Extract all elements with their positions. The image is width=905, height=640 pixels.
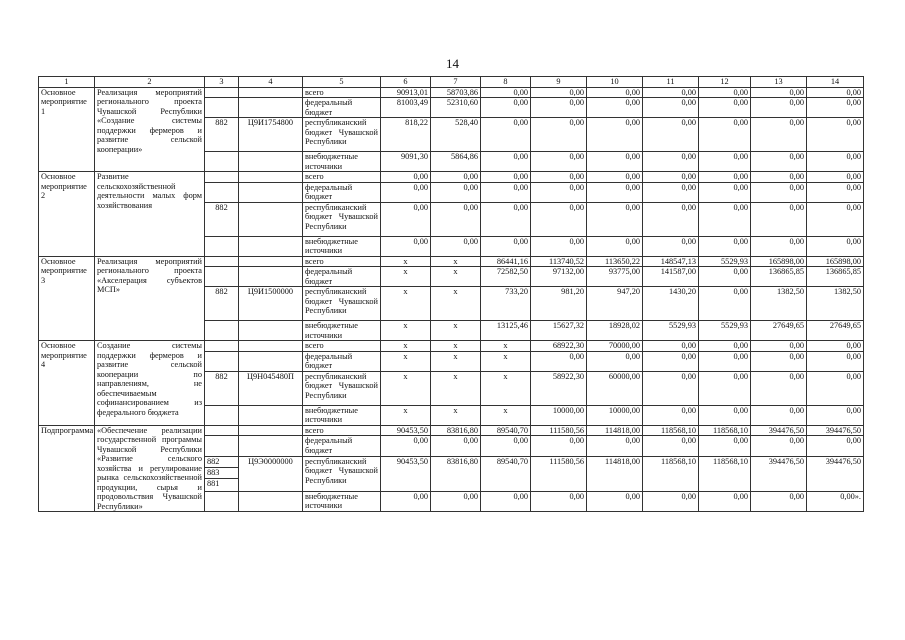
grbs-code: [205, 491, 239, 512]
column-header-13: 13: [751, 77, 807, 88]
value-cell: 60000,00: [587, 371, 643, 405]
value-cell: 0,00: [807, 98, 864, 118]
funding-source: республиканский бюджет Чувашской Республики: [303, 202, 381, 236]
value-cell: 58922,30: [531, 371, 587, 405]
value-cell: 70000,00: [587, 341, 643, 352]
funding-source: федеральный бюджет: [303, 267, 381, 287]
column-header-9: 9: [531, 77, 587, 88]
value-cell: 0,00: [531, 202, 587, 236]
value-cell: 0,00: [587, 182, 643, 202]
value-cell: 0,00: [587, 152, 643, 172]
funding-source: республиканский бюджет Чувашской Республики: [303, 456, 381, 491]
value-cell: x: [381, 287, 431, 321]
value-cell: 0,00: [481, 436, 531, 456]
column-header-1: 1: [39, 77, 95, 88]
value-cell: 0,00: [587, 202, 643, 236]
value-cell: x: [431, 321, 481, 341]
column-header-6: 6: [381, 77, 431, 88]
funding-source: внебюджетные источники: [303, 405, 381, 425]
value-cell: 0,00: [807, 236, 864, 256]
value-cell: x: [381, 267, 431, 287]
value-cell: x: [381, 371, 431, 405]
value-cell: 0,00: [643, 405, 699, 425]
value-cell: 93775,00: [587, 267, 643, 287]
funding-source: федеральный бюджет: [303, 182, 381, 202]
value-cell: 0,00: [531, 491, 587, 512]
value-cell: 114818,00: [587, 425, 643, 436]
value-cell: 0,00: [381, 491, 431, 512]
grbs-code: [205, 236, 239, 256]
value-cell: 947,20: [587, 287, 643, 321]
measure-description: Реализация мероприятий регионального проекта «Акселерация субъектов МСП»: [95, 256, 205, 341]
measure-description: «Обеспечение реализации государственной программы Чувашской Республики «Развитие сельского хозяйства и регулирование рынка сельскохозяйственной продукции, сырья и продовольствия Чувашской Республики»: [95, 425, 205, 512]
funding-source: федеральный бюджет: [303, 436, 381, 456]
value-cell: 0,00: [751, 98, 807, 118]
value-cell: 0,00: [807, 341, 864, 352]
funding-source: всего: [303, 425, 381, 436]
value-cell: 0,00: [699, 98, 751, 118]
value-cell: 9091,30: [381, 152, 431, 172]
value-cell: 165898,00: [807, 256, 864, 267]
grbs-code: [205, 98, 239, 118]
value-cell: 0,00: [481, 182, 531, 202]
value-cell: 0,00: [531, 182, 587, 202]
table-row: [39, 87, 864, 98]
value-cell: 114818,00: [587, 456, 643, 491]
value-cell: 111580,56: [531, 425, 587, 436]
funding-source: республиканский бюджет Чувашской Республики: [303, 371, 381, 405]
value-cell: 0,00: [751, 152, 807, 172]
funding-source: республиканский бюджет Чувашской Республики: [303, 118, 381, 152]
value-cell: 0,00: [587, 98, 643, 118]
value-cell: 528,40: [431, 118, 481, 152]
value-cell: x: [431, 341, 481, 352]
grbs-code: [205, 321, 239, 341]
value-cell: 0,00: [699, 87, 751, 98]
value-cell: 27649,65: [751, 321, 807, 341]
grbs-code: [205, 172, 239, 183]
value-cell: 90453,50: [381, 456, 431, 491]
column-header-10: 10: [587, 77, 643, 88]
value-cell: 0,00: [751, 182, 807, 202]
measure-description: Реализация мероприятий регионального проекта Чувашской Республики «Создание системы поддержки фермеров и развитие сельской кооперации»: [95, 87, 205, 172]
value-cell: 136865,85: [807, 267, 864, 287]
value-cell: 113740,52: [531, 256, 587, 267]
value-cell: 1382,50: [807, 287, 864, 321]
grbs-code: [205, 256, 239, 267]
value-cell: 1382,50: [751, 287, 807, 321]
value-cell: 0,00: [699, 202, 751, 236]
value-cell: 52310,60: [431, 98, 481, 118]
value-cell: 0,00: [699, 267, 751, 287]
grbs-code-item: 883: [205, 468, 238, 479]
value-cell: 0,00: [587, 491, 643, 512]
value-cell: 113650,22: [587, 256, 643, 267]
value-cell: 0,00: [807, 172, 864, 183]
value-cell: 0,00: [431, 172, 481, 183]
value-cell: 0,00: [431, 182, 481, 202]
value-cell: 0,00».: [807, 491, 864, 512]
budget-classification-code: [239, 182, 303, 202]
column-header-12: 12: [699, 77, 751, 88]
value-cell: x: [431, 371, 481, 405]
value-cell: 0,00: [481, 152, 531, 172]
value-cell: x: [381, 405, 431, 425]
table-row: [39, 172, 864, 183]
value-cell: 0,00: [699, 371, 751, 405]
value-cell: 0,00: [643, 351, 699, 371]
value-cell: 0,00: [751, 202, 807, 236]
value-cell: 0,00: [751, 436, 807, 456]
grbs-code: [205, 87, 239, 98]
budget-classification-code: [239, 256, 303, 267]
value-cell: 0,00: [531, 152, 587, 172]
budget-classification-code: [239, 425, 303, 436]
value-cell: 5529,93: [699, 256, 751, 267]
column-header-8: 8: [481, 77, 531, 88]
value-cell: 0,00: [587, 118, 643, 152]
column-header-2: 2: [95, 77, 205, 88]
value-cell: 90913,01: [381, 87, 431, 98]
grbs-code: [205, 182, 239, 202]
value-cell: 18928,02: [587, 321, 643, 341]
value-cell: 0,00: [807, 351, 864, 371]
budget-classification-code: [239, 321, 303, 341]
value-cell: 111580,56: [531, 456, 587, 491]
value-cell: 0,00: [531, 236, 587, 256]
value-cell: 0,00: [643, 172, 699, 183]
value-cell: x: [431, 351, 481, 371]
funding-source: внебюджетные источники: [303, 321, 381, 341]
value-cell: 10000,00: [587, 405, 643, 425]
value-cell: 0,00: [481, 118, 531, 152]
budget-classification-code: Ц9Н045480П: [239, 371, 303, 405]
value-cell: 0,00: [587, 172, 643, 183]
budget-classification-code: [239, 172, 303, 183]
value-cell: x: [431, 267, 481, 287]
value-cell: 5529,93: [643, 321, 699, 341]
value-cell: 148547,13: [643, 256, 699, 267]
value-cell: 0,00: [643, 202, 699, 236]
value-cell: 0,00: [643, 436, 699, 456]
budget-classification-code: [239, 351, 303, 371]
value-cell: 86441,16: [481, 256, 531, 267]
grbs-code: [205, 341, 239, 352]
grbs-code: [205, 267, 239, 287]
value-cell: 0,00: [751, 172, 807, 183]
value-cell: 0,00: [531, 118, 587, 152]
value-cell: 0,00: [751, 371, 807, 405]
budget-table: [38, 76, 864, 512]
measure-description: Развитие сельскохозяйственной деятельности малых форм хозяйствования: [95, 172, 205, 257]
funding-source: федеральный бюджет: [303, 351, 381, 371]
value-cell: 0,00: [699, 436, 751, 456]
value-cell: 118568,10: [699, 456, 751, 491]
value-cell: 15627,32: [531, 321, 587, 341]
grbs-code: [205, 152, 239, 172]
value-cell: x: [431, 287, 481, 321]
value-cell: 0,00: [643, 98, 699, 118]
value-cell: 981,20: [531, 287, 587, 321]
value-cell: 0,00: [807, 371, 864, 405]
value-cell: 0,00: [807, 182, 864, 202]
value-cell: x: [481, 341, 531, 352]
value-cell: 0,00: [751, 87, 807, 98]
value-cell: 89540,70: [481, 456, 531, 491]
value-cell: 0,00: [481, 87, 531, 98]
value-cell: 5864,86: [431, 152, 481, 172]
value-cell: 0,00: [699, 236, 751, 256]
value-cell: 0,00: [751, 341, 807, 352]
measure-name: Основное мероприятие 1: [39, 87, 95, 172]
value-cell: 0,00: [643, 182, 699, 202]
value-cell: 818,22: [381, 118, 431, 152]
value-cell: x: [381, 351, 431, 371]
value-cell: x: [381, 341, 431, 352]
value-cell: 90453,50: [381, 425, 431, 436]
funding-source: всего: [303, 87, 381, 98]
grbs-code: [205, 436, 239, 456]
value-cell: 0,00: [807, 87, 864, 98]
value-cell: 0,00: [531, 436, 587, 456]
value-cell: 165898,00: [751, 256, 807, 267]
value-cell: 0,00: [807, 405, 864, 425]
value-cell: 0,00: [481, 491, 531, 512]
value-cell: x: [431, 256, 481, 267]
value-cell: 0,00: [431, 202, 481, 236]
value-cell: 0,00: [699, 152, 751, 172]
value-cell: 0,00: [431, 236, 481, 256]
budget-classification-code: [239, 87, 303, 98]
funding-source: внебюджетные источники: [303, 152, 381, 172]
value-cell: 0,00: [699, 491, 751, 512]
budget-classification-code: Ц9И1500000: [239, 287, 303, 321]
value-cell: 0,00: [643, 236, 699, 256]
value-cell: 83816,80: [431, 456, 481, 491]
value-cell: 0,00: [587, 87, 643, 98]
value-cell: x: [381, 256, 431, 267]
value-cell: 0,00: [381, 202, 431, 236]
measure-name: Основное мероприятие 3: [39, 256, 95, 341]
measure-name: Подпрограмма: [39, 425, 95, 512]
measure-description: Создание системы поддержки фермеров и развитие сельской кооперации по направлениям, не обеспечиваемым софинансированием из федерального бюджета: [95, 341, 205, 426]
value-cell: 10000,00: [531, 405, 587, 425]
value-cell: 0,00: [699, 118, 751, 152]
grbs-code: 882: [205, 202, 239, 236]
value-cell: 0,00: [587, 236, 643, 256]
value-cell: 0,00: [699, 182, 751, 202]
budget-classification-code: [239, 202, 303, 236]
value-cell: 0,00: [531, 172, 587, 183]
budget-classification-code: [239, 267, 303, 287]
grbs-code-item: 881: [207, 478, 220, 488]
value-cell: 0,00: [699, 172, 751, 183]
value-cell: 0,00: [481, 202, 531, 236]
value-cell: 0,00: [643, 152, 699, 172]
measure-name: Основное мероприятие 2: [39, 172, 95, 257]
value-cell: 0,00: [587, 436, 643, 456]
value-cell: 394476,50: [807, 425, 864, 436]
value-cell: 0,00: [699, 341, 751, 352]
value-cell: 0,00: [381, 436, 431, 456]
value-cell: 0,00: [531, 98, 587, 118]
funding-source: внебюджетные источники: [303, 236, 381, 256]
grbs-code: 882: [205, 371, 239, 405]
value-cell: 5529,93: [699, 321, 751, 341]
value-cell: 68922,30: [531, 341, 587, 352]
value-cell: 58703,86: [431, 87, 481, 98]
value-cell: 0,00: [751, 405, 807, 425]
value-cell: 733,20: [481, 287, 531, 321]
funding-source: всего: [303, 256, 381, 267]
column-header-7: 7: [431, 77, 481, 88]
value-cell: 1430,20: [643, 287, 699, 321]
value-cell: x: [481, 405, 531, 425]
value-cell: 0,00: [481, 172, 531, 183]
funding-source: республиканский бюджет Чувашской Республики: [303, 287, 381, 321]
value-cell: 118568,10: [643, 456, 699, 491]
budget-classification-code: [239, 152, 303, 172]
budget-classification-code: [239, 236, 303, 256]
column-header-4: 4: [239, 77, 303, 88]
grbs-code: [205, 425, 239, 436]
column-header-11: 11: [643, 77, 699, 88]
budget-classification-code: Ц9Э0000000: [239, 456, 303, 491]
header-row: [39, 77, 864, 88]
value-cell: 394476,50: [807, 456, 864, 491]
value-cell: 0,00: [381, 182, 431, 202]
grbs-code: [205, 351, 239, 371]
value-cell: 0,00: [751, 491, 807, 512]
value-cell: x: [381, 321, 431, 341]
value-cell: 97132,00: [531, 267, 587, 287]
value-cell: 0,00: [381, 236, 431, 256]
value-cell: 0,00: [643, 371, 699, 405]
value-cell: 0,00: [807, 202, 864, 236]
column-header-3: 3: [205, 77, 239, 88]
value-cell: 0,00: [699, 351, 751, 371]
value-cell: 394476,50: [751, 456, 807, 491]
value-cell: 0,00: [643, 341, 699, 352]
value-cell: 72582,50: [481, 267, 531, 287]
funding-source: всего: [303, 172, 381, 183]
value-cell: x: [481, 351, 531, 371]
value-cell: 0,00: [531, 351, 587, 371]
value-cell: 0,00: [699, 287, 751, 321]
grbs-code: 882: [205, 118, 239, 152]
value-cell: 13125,46: [481, 321, 531, 341]
value-cell: 394476,50: [751, 425, 807, 436]
value-cell: 118568,10: [699, 425, 751, 436]
page-number: 14: [446, 56, 459, 71]
column-header-14: 14: [807, 77, 864, 88]
measure-name: Основное мероприятие 4: [39, 341, 95, 426]
value-cell: 81003,49: [381, 98, 431, 118]
value-cell: 0,00: [751, 118, 807, 152]
value-cell: x: [431, 405, 481, 425]
grbs-code: 882: [205, 287, 239, 321]
value-cell: 0,00: [699, 405, 751, 425]
value-cell: 118568,10: [643, 425, 699, 436]
value-cell: 0,00: [807, 152, 864, 172]
table-row: [39, 256, 864, 267]
budget-classification-code: [239, 436, 303, 456]
value-cell: 89540,70: [481, 425, 531, 436]
budget-classification-code: [239, 405, 303, 425]
value-cell: 27649,65: [807, 321, 864, 341]
budget-classification-code: [239, 341, 303, 352]
value-cell: 0,00: [643, 491, 699, 512]
value-cell: 0,00: [381, 172, 431, 183]
value-cell: 0,00: [481, 98, 531, 118]
value-cell: 0,00: [431, 436, 481, 456]
funding-source: внебюджетные источники: [303, 491, 381, 512]
table-row: [39, 425, 864, 436]
value-cell: 0,00: [751, 351, 807, 371]
budget-classification-code: [239, 98, 303, 118]
value-cell: 136865,85: [751, 267, 807, 287]
value-cell: 0,00: [643, 118, 699, 152]
funding-source: федеральный бюджет: [303, 98, 381, 118]
grbs-code: [205, 456, 239, 491]
grbs-code: [205, 405, 239, 425]
budget-classification-code: [239, 491, 303, 512]
value-cell: x: [481, 371, 531, 405]
funding-source: всего: [303, 341, 381, 352]
value-cell: 0,00: [807, 436, 864, 456]
column-header-5: 5: [303, 77, 381, 88]
grbs-code-item: 882: [205, 457, 238, 468]
value-cell: 141587,00: [643, 267, 699, 287]
value-cell: 0,00: [531, 87, 587, 98]
value-cell: 0,00: [751, 236, 807, 256]
value-cell: 0,00: [481, 236, 531, 256]
value-cell: 0,00: [431, 491, 481, 512]
value-cell: 0,00: [807, 118, 864, 152]
budget-classification-code: Ц9И1754800: [239, 118, 303, 152]
table-row: [39, 341, 864, 352]
value-cell: 83816,80: [431, 425, 481, 436]
value-cell: 0,00: [587, 351, 643, 371]
value-cell: 0,00: [643, 87, 699, 98]
